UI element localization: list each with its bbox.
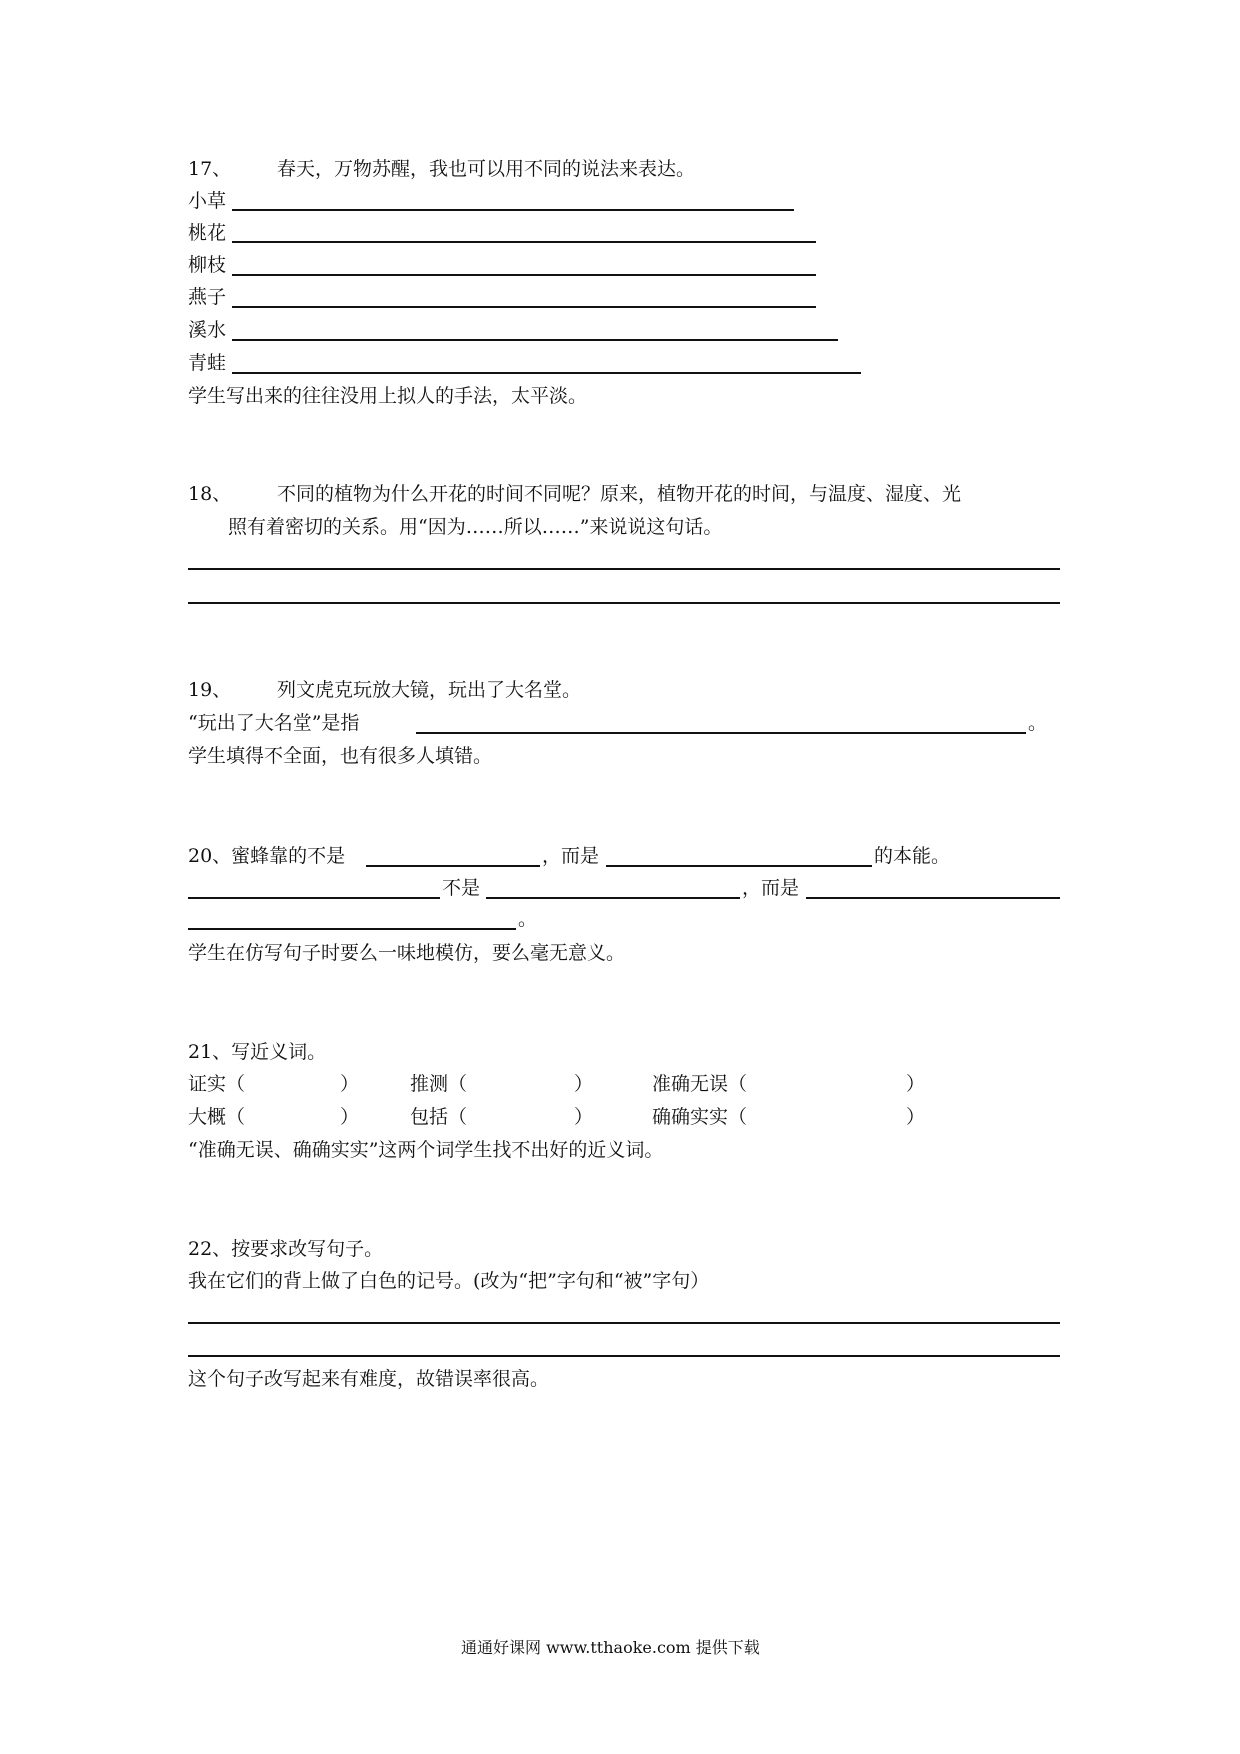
- q20-number-text: 20、蜜蜂靠的不是: [188, 845, 346, 867]
- q21-word-truly: 确确实实（: [652, 1106, 748, 1128]
- q21-close-2: ）: [574, 1073, 594, 1095]
- q17-answer-line-5[interactable]: [232, 339, 838, 341]
- q21-word-probably: 大概（: [188, 1106, 246, 1128]
- q17-answer-line-3[interactable]: [232, 274, 816, 276]
- q19-fill-prefix: “玩出了大名堂”是指: [188, 712, 360, 734]
- q21-word-accurate: 准确无误（: [652, 1073, 748, 1095]
- q20-note: 学生在仿写句子时要么一味地模仿，要么毫无意义。: [188, 942, 626, 964]
- q18-answer-line-1[interactable]: [188, 568, 1060, 570]
- q19-fill-suffix: 。: [1028, 712, 1048, 734]
- q20-line2-comma: ，而是: [742, 877, 800, 899]
- q17-note: 学生写出来的往往没用上拟人的手法，太平淡。: [188, 385, 588, 407]
- q21-title: 21、写近义词。: [188, 1041, 327, 1063]
- q17-answer-line-4[interactable]: [232, 306, 816, 308]
- q17-item-grass: 小草: [188, 190, 227, 212]
- q19-note: 学生填得不全面，也有很多人填错。: [188, 745, 493, 767]
- q17-item-willow: 柳枝: [188, 254, 227, 276]
- q20-line3-end: 。: [518, 908, 538, 930]
- q18-prompt-line2: 照有着密切的关系。用“因为……所以……”来说说这句话。: [228, 516, 723, 538]
- q17-answer-line-2[interactable]: [232, 241, 816, 243]
- q20-part3: 的本能。: [874, 845, 951, 867]
- q20-blank-4[interactable]: [486, 897, 740, 899]
- q20-blank-2[interactable]: [606, 865, 872, 867]
- q17-answer-line-6[interactable]: [232, 372, 861, 374]
- q20-line2-mid: 不是: [442, 877, 481, 899]
- q17-item-frog: 青蛙: [188, 352, 227, 374]
- q21-close-1: ）: [340, 1073, 360, 1095]
- q22-answer-line-2[interactable]: [188, 1355, 1060, 1357]
- q20-blank-5[interactable]: [806, 897, 1060, 899]
- q21-note: “准确无误、确确实实”这两个词学生找不出好的近义词。: [188, 1139, 664, 1161]
- q21-word-include: 包括（: [410, 1106, 468, 1128]
- q22-answer-line-1[interactable]: [188, 1322, 1060, 1324]
- q20-part2: ，而是: [542, 845, 600, 867]
- q21-word-confirm: 证实（: [188, 1073, 246, 1095]
- q18-answer-line-2[interactable]: [188, 602, 1060, 604]
- q17-number: 17、: [188, 158, 232, 180]
- q22-note: 这个句子改写起来有难度，故错误率很高。: [188, 1368, 550, 1390]
- q19-prompt: 列文虎克玩放大镜，玩出了大名堂。: [277, 679, 582, 701]
- q21-close-5: ）: [574, 1106, 594, 1128]
- q21-close-6: ）: [906, 1106, 926, 1128]
- q20-blank-3[interactable]: [188, 897, 440, 899]
- q22-sentence: 我在它们的背上做了白色的记号。(改为“把”字句和“被”字句）: [188, 1270, 710, 1292]
- q21-word-guess: 推测（: [410, 1073, 468, 1095]
- q18-prompt-line1: 不同的植物为什么开花的时间不同呢？原来，植物开花的时间，与温度、湿度、光: [277, 483, 962, 505]
- q17-item-peach: 桃花: [188, 222, 227, 244]
- q19-answer-line[interactable]: [416, 732, 1026, 734]
- q17-answer-line-1[interactable]: [232, 209, 794, 211]
- q17-item-stream: 溪水: [188, 319, 227, 341]
- q21-close-4: ）: [340, 1106, 360, 1128]
- q17-prompt: 春天，万物苏醒，我也可以用不同的说法来表达。: [277, 158, 696, 180]
- q19-number: 19、: [188, 679, 232, 701]
- q21-close-3: ）: [906, 1073, 926, 1095]
- q22-title: 22、按要求改写句子。: [188, 1238, 384, 1260]
- footer-source: 通通好课网 www.tthaoke.com 提供下载: [461, 1638, 760, 1657]
- q20-blank-6[interactable]: [188, 928, 516, 930]
- q18-number: 18、: [188, 483, 232, 505]
- q20-blank-1[interactable]: [366, 865, 540, 867]
- q17-item-swallow: 燕子: [188, 286, 227, 308]
